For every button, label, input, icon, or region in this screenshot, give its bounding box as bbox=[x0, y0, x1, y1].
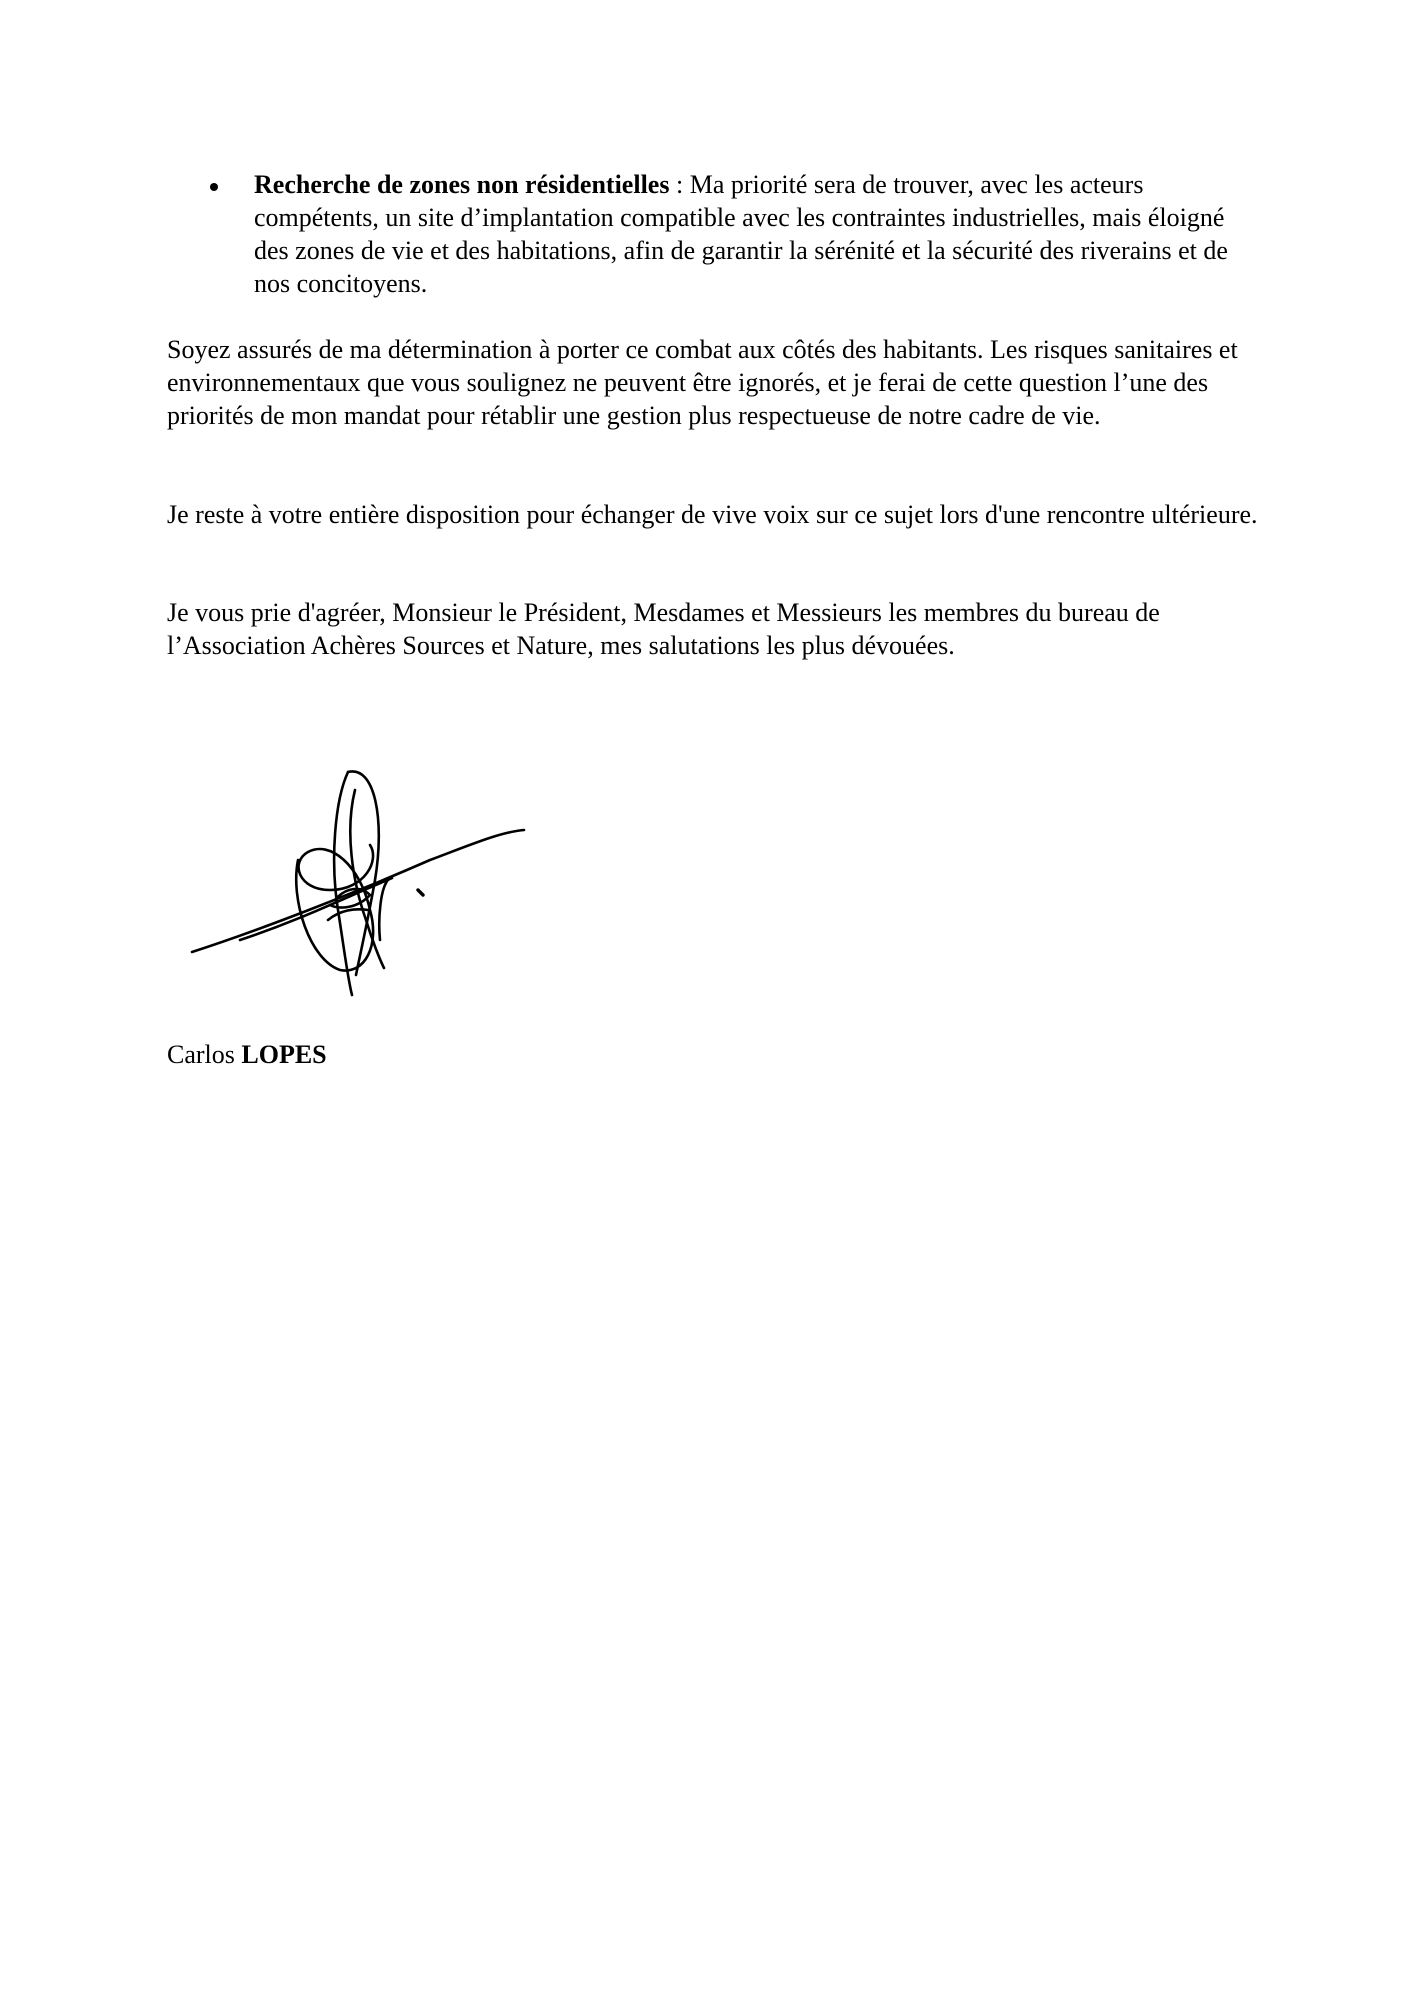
signatory-name bbox=[167, 1038, 327, 1071]
bullet-text bbox=[254, 168, 1260, 300]
bullet-separator: : bbox=[669, 170, 690, 199]
paragraph-closing: Je vous prie d'agréer, Monsieur le Président, Mesdames et Messieurs les membres du bureau de l’Association Achères Sources et Nature, mes salutations les plus dévouées. bbox=[167, 598, 1160, 660]
bullet-title: Recherche de zones non résidentielles bbox=[254, 170, 670, 199]
bullet-body: Ma priorité sera de trouver, avec les acteurs compétents, un site d’implantation compatible avec les contraintes industrielles, mais éloigné des zones de vie et des habitations, afin de garantir la sérénité et la sécurité des riverains et de nos concitoyens. bbox=[254, 170, 1228, 298]
bullet-item bbox=[210, 168, 1260, 300]
paragraph-determination: Soyez assurés de ma détermination à porter ce combat aux côtés des habitants. Les risques sanitaires et environnementaux que vous soulignez ne peuvent être ignorés, et je ferai de cette question l’une des priorités de mon mandat pour rétablir une gestion plus respectueuse de notre cadre de vie. bbox=[167, 335, 1238, 430]
signatory-last-name: LOPES bbox=[241, 1040, 327, 1069]
handwritten-signature bbox=[180, 760, 540, 1010]
paragraph-availability: Je reste à votre entière disposition pour échanger de vive voix sur ce sujet lors d'une rencontre ultérieure. bbox=[167, 500, 1258, 529]
signatory-first-name: Carlos bbox=[167, 1040, 235, 1069]
bullet-dot-icon bbox=[210, 183, 218, 191]
